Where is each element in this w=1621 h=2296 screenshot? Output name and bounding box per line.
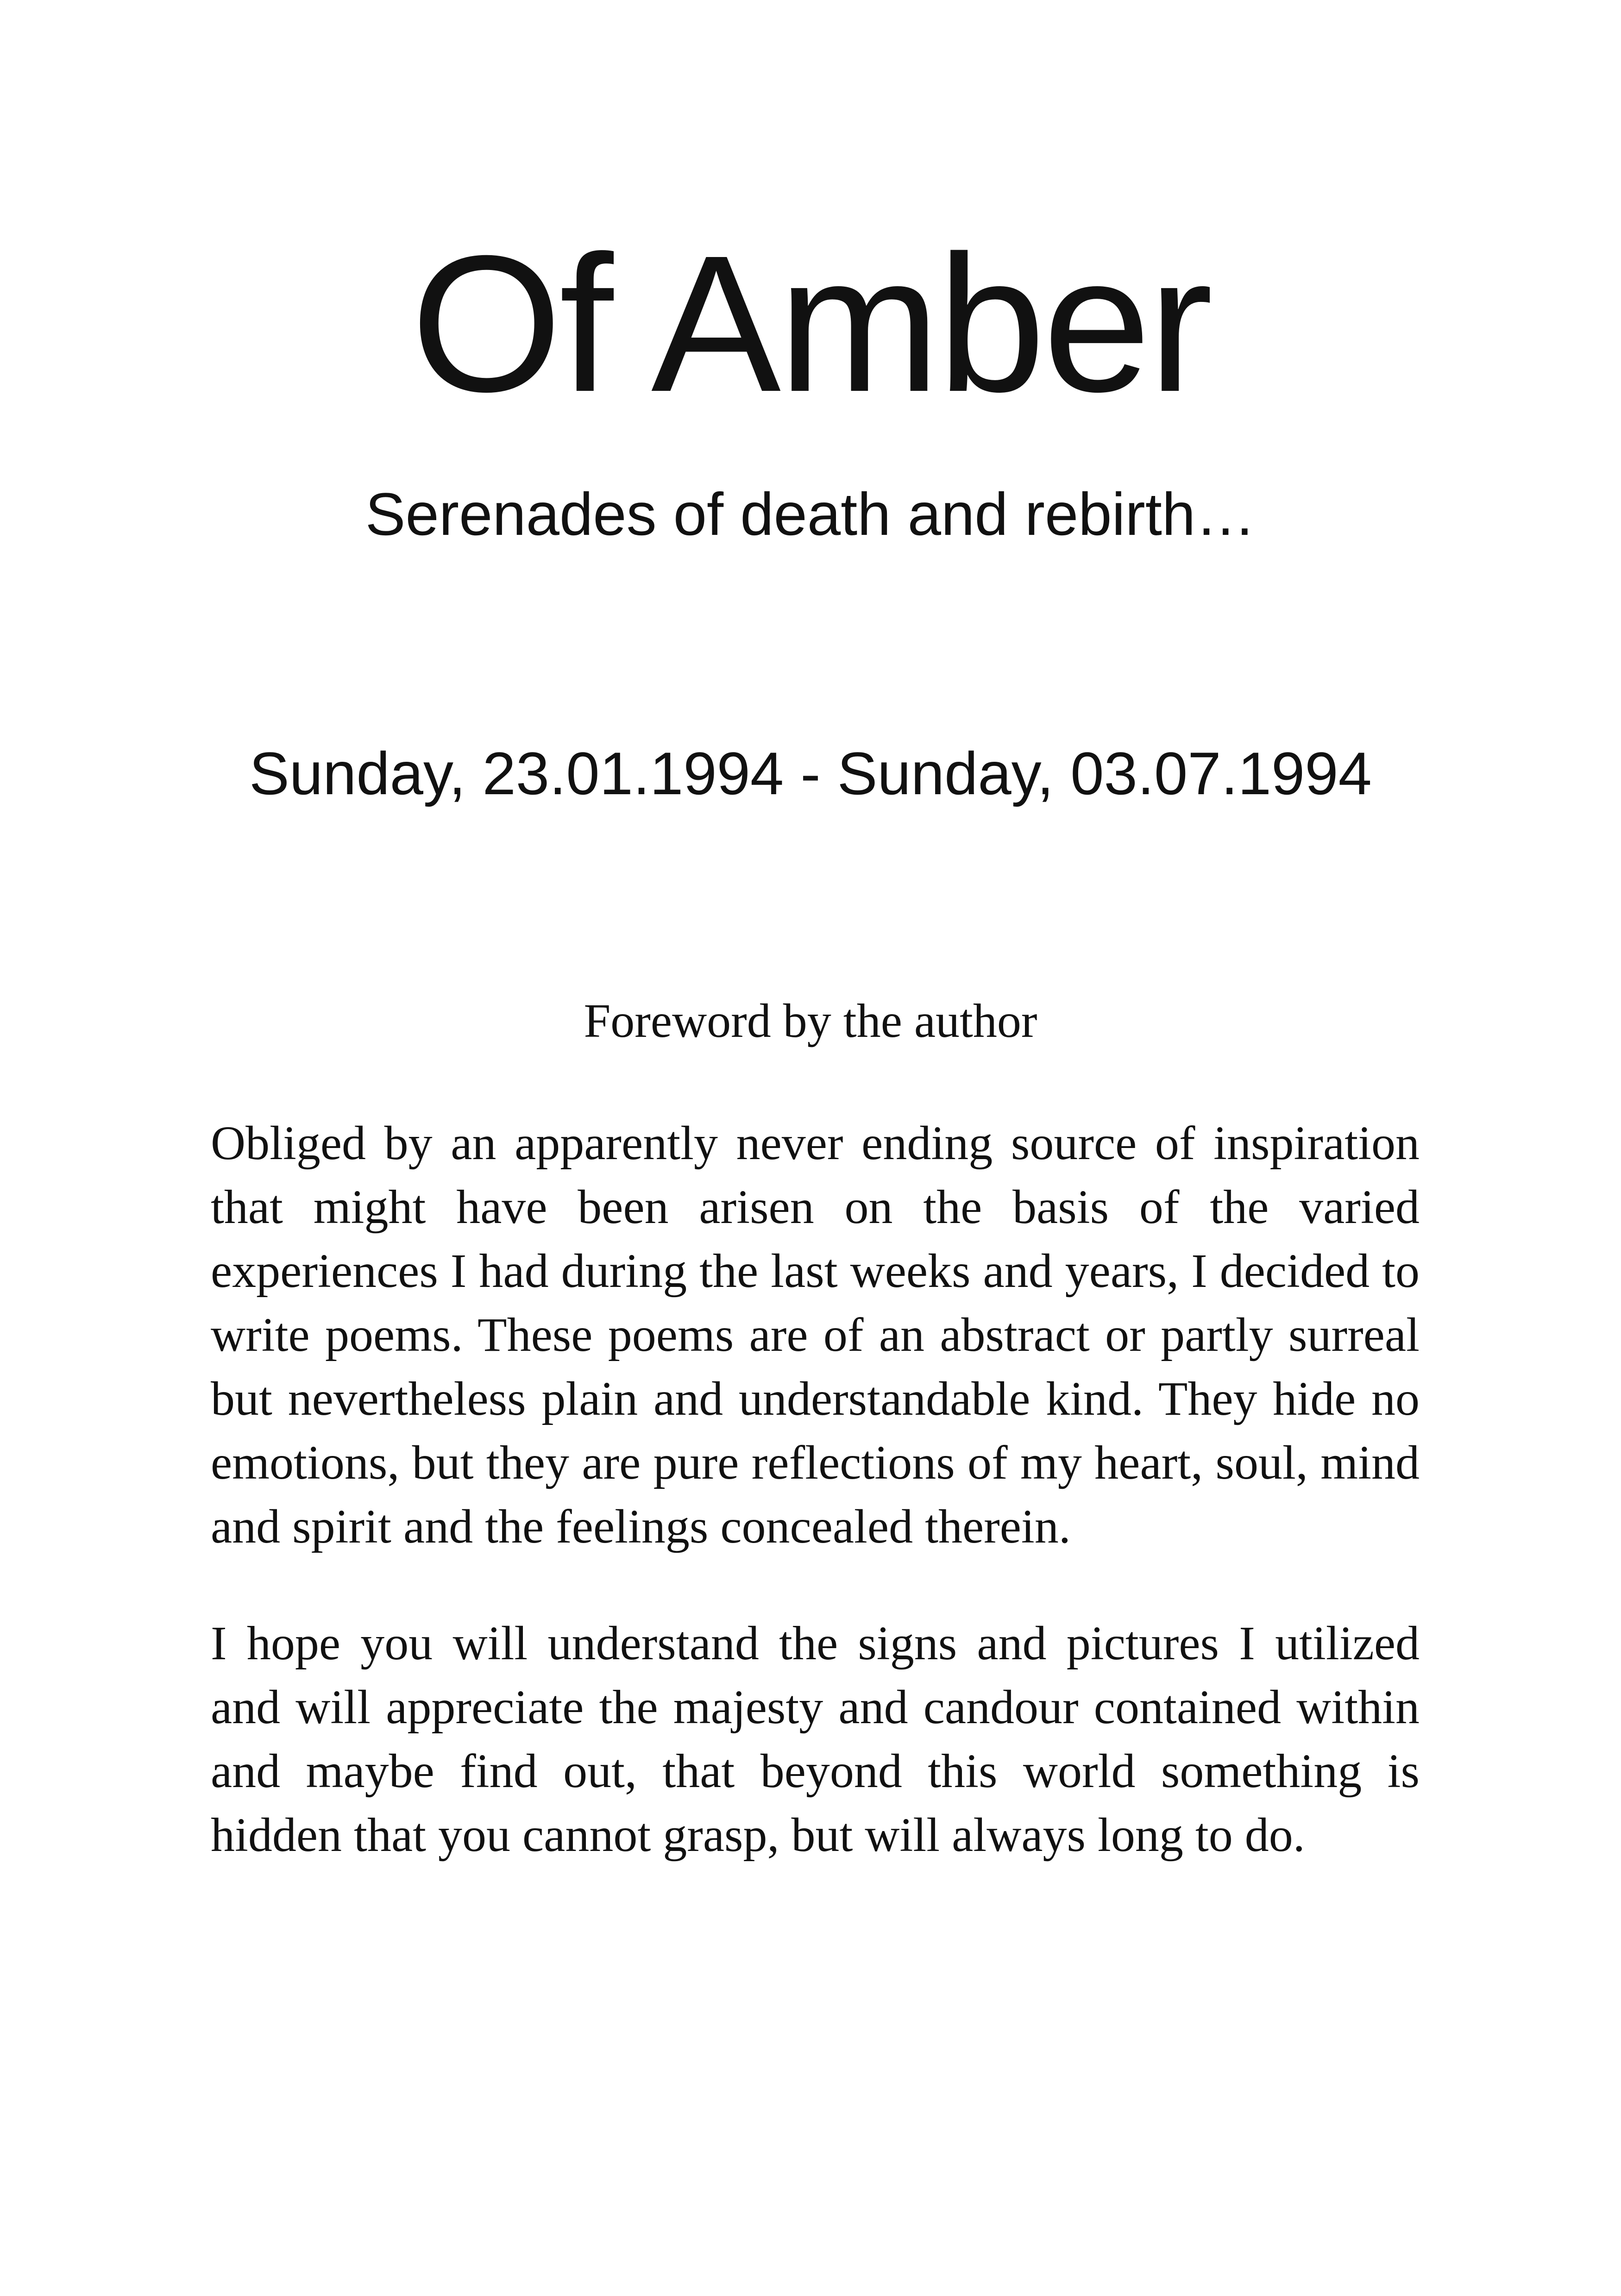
foreword-paragraph: Obliged by an apparently never ending source of inspiration that might have been arisen on the basis of the varied experiences I had during the last weeks and years, I decided to write poems. These poems are of an abstract or partly surreal but nevertheless plain and understandable kind. They hide no emotions, but they are pure reflections of my heart, soul, mind and spirit and the feelings concealed therein. [211, 1117, 1420, 1553]
document-subtitle: Serenades of death and rebirth… [365, 480, 1256, 548]
foreword-paragraph: I hope you will understand the signs and pictures I utilized and will appreciate the majesty and candour contained within and maybe find out, that beyond this world something is hidden that you cannot grasp, but will always long to do. [211, 1617, 1420, 1862]
document-title: Of Amber [411, 215, 1210, 433]
date-range: Sunday, 23.01.1994 - Sunday, 03.07.1994 [249, 740, 1372, 807]
foreword-heading: Foreword by the author [584, 994, 1037, 1048]
